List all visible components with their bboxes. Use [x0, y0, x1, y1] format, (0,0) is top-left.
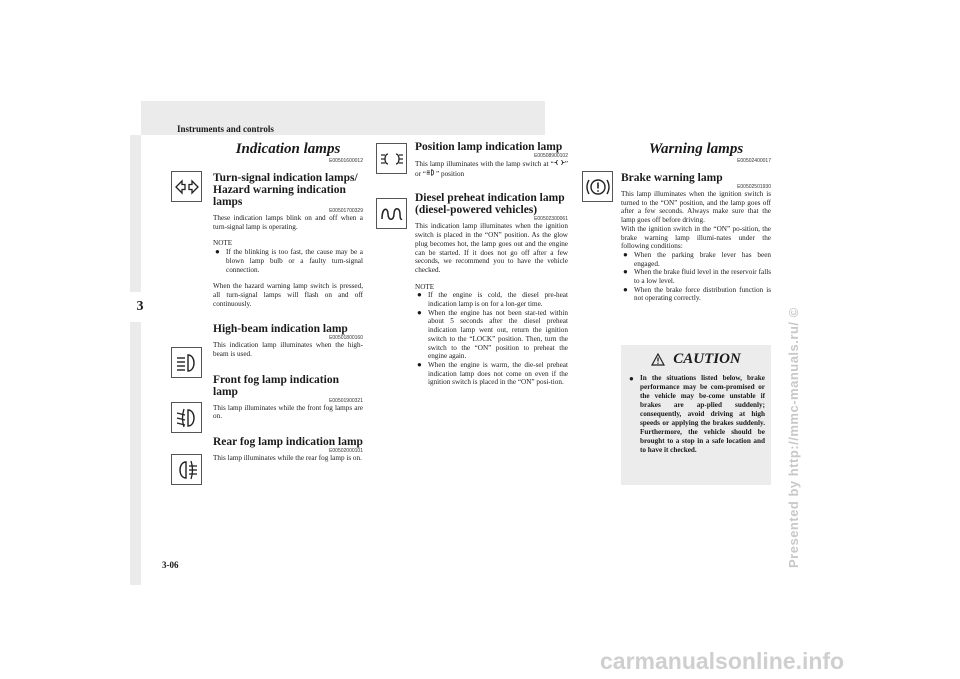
note-label: NOTE	[415, 282, 435, 291]
heading-diesel-preheat: Diesel preheat indication lamp (diesel-powered vehicles)	[415, 192, 565, 217]
section-code: E00502400017	[737, 158, 771, 164]
body-position-c: ” position	[435, 169, 465, 178]
note-item: ● If the blinking is too fast, the cause may be a blown lamp bulb or a faulty turn-signal connection.	[213, 248, 363, 274]
body-position-lamp	[415, 159, 568, 178]
heading-position-lamp: Position lamp indication lamp	[415, 141, 563, 153]
body-position-b: ” or “	[415, 160, 568, 178]
body-hazard: When the hazard warning lamp switch is pressed, all turn-signal lamps will flash on and off continuously.	[213, 282, 363, 308]
small-headlamp-icon	[426, 169, 436, 176]
turn-signal-arrows-icon	[171, 171, 202, 202]
brake-condition-item: ● When the brake force distribution function is not operating correctly.	[621, 286, 771, 303]
caution-item: ● In the situations listed below, brake performance may be com-promised or the vehicle may be-come unstable if brakes are ap-plied suddenly; consequently, avoid driving at high speeds or applying the brakes suddenly. Furthermore, the vehicle should be brought to a stop in a safe location and to have it checked.	[627, 374, 765, 455]
rear-fog-lamp-icon	[171, 454, 202, 485]
heading-turn-signal: Turn-signal indication lamps/ Hazard warning indication lamps	[213, 172, 358, 208]
diesel-note-item: ● When the engine has not been star-ted within about 5 seconds after the diesel preheat indication lamp went out, return the ignition switch to the “LOCK” position. Then, turn the switch to the “ON” position to preheat the engine again.	[415, 309, 568, 361]
section-title-warning-lamps: Warning lamps	[648, 141, 744, 157]
front-fog-lamp-icon	[171, 402, 202, 433]
caution-list	[627, 374, 765, 455]
left-margin-strip	[130, 135, 141, 585]
code-brake-warning: E00502501930	[737, 184, 771, 190]
diesel-note-item: ● If the engine is cold, the diesel pre-heat indication lamp is on for a lon-ger time.	[415, 291, 568, 308]
body-turn-signal: These indication lamps blink on and off when a turn-signal lamp is operating.	[213, 214, 363, 231]
brake-condition-list	[621, 251, 771, 303]
brake-condition-item: ● When the parking brake lever has been engaged.	[621, 251, 771, 268]
code-turn-signal: E00501700329	[329, 208, 363, 214]
chapter-tab: 3	[130, 292, 150, 322]
caution-title: CAUTION	[673, 351, 741, 367]
note-label: NOTE	[213, 239, 233, 248]
code-position-lamp: E00508900102	[534, 153, 568, 159]
body-brake-conditions: With the ignition switch in the “ON” po-sition, the brake warning lamp illumi-nates under the following conditions:	[621, 224, 771, 251]
section-title-indication-lamps: Indication lamps	[235, 141, 341, 157]
body-front-fog: This lamp illuminates while the front fog lamps are on.	[213, 403, 363, 421]
caution-box	[621, 345, 771, 485]
diesel-note-list	[415, 291, 568, 387]
caution-header	[627, 351, 765, 368]
small-position-lamp-icon	[554, 159, 565, 166]
page-header: Instruments and controls	[177, 124, 274, 134]
heading-rear-fog: Rear fog lamp indication lamp	[213, 436, 363, 449]
page-number: 3-06	[162, 560, 179, 570]
section-code: E00501600012	[329, 158, 363, 164]
body-brake-warning: This lamp illuminates when the ignition switch is turned to the “ON” position, and the lamp goes off after a few seconds. Always make sure that the lamp goes off before driving.	[621, 190, 771, 225]
high-beam-icon	[171, 347, 202, 378]
heading-brake-warning: Brake warning lamp	[621, 172, 723, 184]
position-lamp-icon	[376, 143, 407, 174]
heading-front-fog: Front fog lamp indication lamp	[213, 373, 339, 398]
bottom-watermark: carmanualsonline.info	[600, 648, 845, 674]
glow-plug-icon	[376, 198, 407, 229]
diesel-note-item: ● When the engine is warm, the die-sel preheat indication lamp does not come on even if the ignition switch is placed in the “ON” posi-tion.	[415, 361, 568, 387]
brake-condition-item: ● When the brake fluid level in the reservoir falls to a low level.	[621, 268, 771, 285]
code-front-fog: E00501900321	[329, 397, 363, 404]
note-list	[213, 248, 363, 274]
column-position-diesel	[415, 141, 568, 387]
side-watermark: Presented by http://mmc-manuals.ru/ ©	[786, 307, 801, 568]
body-high-beam: This indication lamp illuminates when the high-beam is used.	[213, 341, 363, 359]
code-diesel-preheat: E00502300061	[534, 216, 568, 223]
body-diesel-preheat: This indication lamp illuminates when the ignition switch is placed in the “ON” position. As the glow plug becomes hot, the lamp goes out and the engine can be started. If it does not go off after a few seconds, we recommend you to have the vehicle checked.	[415, 222, 568, 274]
column-indication-lamps	[213, 141, 363, 463]
column-warning-lamps	[621, 141, 771, 303]
code-high-beam: E00501800160	[329, 335, 363, 342]
heading-high-beam: High-beam indication lamp	[213, 323, 348, 336]
body-position-a: This lamp illuminates with the lamp switch at “	[415, 160, 554, 168]
brake-warning-icon	[582, 171, 613, 202]
body-rear-fog: This lamp illuminates while the rear fog lamp is on.	[213, 454, 362, 463]
warning-triangle-icon	[651, 353, 665, 366]
code-rear-fog: E00502000101	[329, 448, 363, 455]
